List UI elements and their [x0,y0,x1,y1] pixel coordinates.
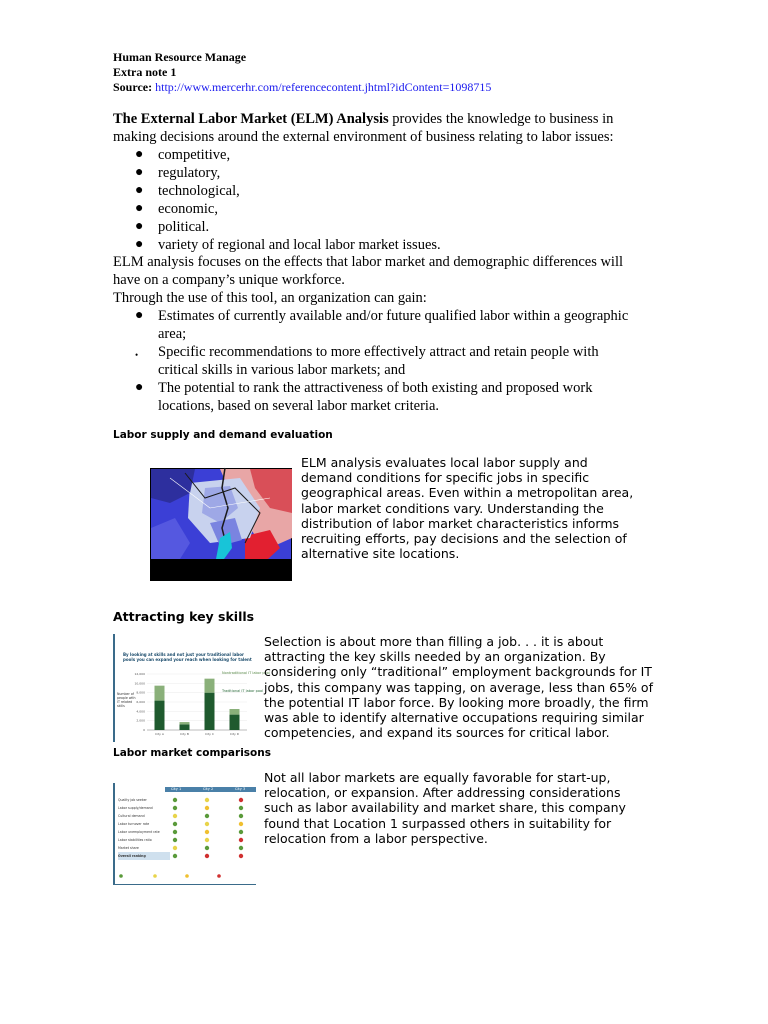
y-tick-label: 4,000 [136,709,145,714]
markets-heading: Labor market comparisons [113,747,271,759]
note-label: Extra note 1 [113,65,177,79]
bullet-icon: ● [135,308,144,323]
labor-map-image [150,468,292,581]
list-item: ● competitive, [135,147,231,163]
table-row: Market share [118,846,139,850]
bar [155,701,165,730]
table-row: Cultural demand [118,814,145,818]
bullet-icon: ● [135,147,144,162]
supply-paragraph: ELM analysis evaluates local labor supply and demand conditions for specific jobs in specific geographical areas. Even within a metropolitan area, labor market conditions vary. Understanding the distribution of labor market characteristics informs recruiting efforts, pay decisions and the selection of alternative site locations. [301,455,634,562]
table-row: Labor supply/demand [118,806,153,810]
rating-dot-icon [119,798,243,878]
skills-paragraph: Selection is about more than filling a job. . . it is about attracting the key skills needed by an organization. By considering only “traditional” employment backgrounds for IT jobs, this company was tapping, on average, less than 65% of the potential IT labor force. By looking more broadly, the firm was able to identify alternative occupations requiring similar competencies, and expand its sources for critical labor. [264,634,653,741]
bullet-icon: ● [135,183,144,198]
intro-paragraph [113,110,673,146]
source-line [113,80,491,95]
list-item: ● regulatory, [135,165,221,181]
markets-table-image: City 1 City 2 City 3 Quality job seeker Labor supply/demand Cultural demand Labor turnover rate Labor unemployment rate Labor stabilities ratio Market share Overall ranking [113,783,256,885]
x-tick-label: City A [155,732,164,736]
chart-title: By looking at skills and not just your traditional labor pools you can expand your reach when looking for talent [123,652,252,662]
bullet-icon: ● [135,201,144,216]
bullet-icon: ● [135,165,144,180]
list-item: ● Estimates of currently available and/or future qualified labor within a geographic area; [135,308,629,342]
x-tick-label: City B [180,732,189,736]
intro-title: The External Labor Market (ELM) Analysis [113,111,389,127]
x-tick-label: City D [229,732,240,736]
list-item: ● technological, [135,183,240,199]
intro-text-2: making decisions around the external environment of business relating to labor issues: [113,129,614,145]
bar [180,724,190,730]
list-item: ● The potential to rank the attractiveness of both existing and proposed work locations, based on several labor market criteria. [135,380,593,414]
bar [155,686,165,701]
course-title: Human Resource Manage [113,50,247,64]
y-tick-label: 6,000 [136,700,145,704]
bullet-icon: ● [135,219,144,234]
bar [205,693,215,730]
y-tick-label: 8,000 [136,690,145,695]
y-tick-label: 12,000 [134,672,145,676]
chart-ylabel: Number of people with IT related skills [117,692,136,708]
gain-intro: Through the use of this tool, an organization can gain: [113,290,427,306]
supply-heading: Labor supply and demand evaluation [113,429,333,441]
bar [180,722,190,724]
legend-nontraditional: Nontraditional IT labor pool [222,671,270,675]
list-item: ● variety of regional and local labor market issues. [135,237,441,253]
legend-traditional: Traditional IT labor pool [222,689,264,693]
intro-text: provides the knowledge to business in [388,111,614,127]
table-row: Quality job seeker [118,798,147,802]
source-label: Source: [113,80,153,94]
y-tick-label: 0 [143,728,145,732]
focus-paragraph: ELM analysis focuses on the effects that labor market and demographic differences will have on a company’s unique workforce. Through the use of this tool, an organization can gain: [113,253,673,307]
x-tick-label: City C [205,732,214,736]
y-tick-label: 2,000 [136,718,145,723]
bullet-icon: ● [135,380,144,395]
list-item: • Specific recommendations to more effectively attract and retain people with critical skills in various labor markets; and [135,344,599,378]
source-link[interactable]: http://www.mercerhr.com/referencecontent.jhtml?idContent=1098715 [155,80,492,94]
skills-heading: Attracting key skills [113,609,255,624]
skills-bar-chart [115,634,270,742]
table-row: Overall ranking [118,852,170,860]
table-row: Labor stabilities ratio [118,838,152,842]
table-row: Labor unemployment rate [118,830,160,834]
bar [205,679,215,693]
skills-chart [113,634,270,742]
bar [230,709,240,715]
bar [230,715,240,730]
y-tick-label: 10,000 [134,681,145,686]
rating-icons [115,783,256,884]
bullet-icon: • [135,350,139,360]
bullet-icon: ● [135,237,144,252]
table-row: Labor turnover rate [118,822,150,826]
list-item: ● economic, [135,201,218,217]
list-item: ● political. [135,219,210,235]
issues-list [0,146,700,254]
gains-list [0,307,700,415]
markets-paragraph: Not all labor markets are equally favorable for start-up, relocation, or expansion. After addressing considerations such as labor availability and market share, this company found that Location 1 surpassed others in suitability for relocation from a labor perspective. [264,770,626,846]
